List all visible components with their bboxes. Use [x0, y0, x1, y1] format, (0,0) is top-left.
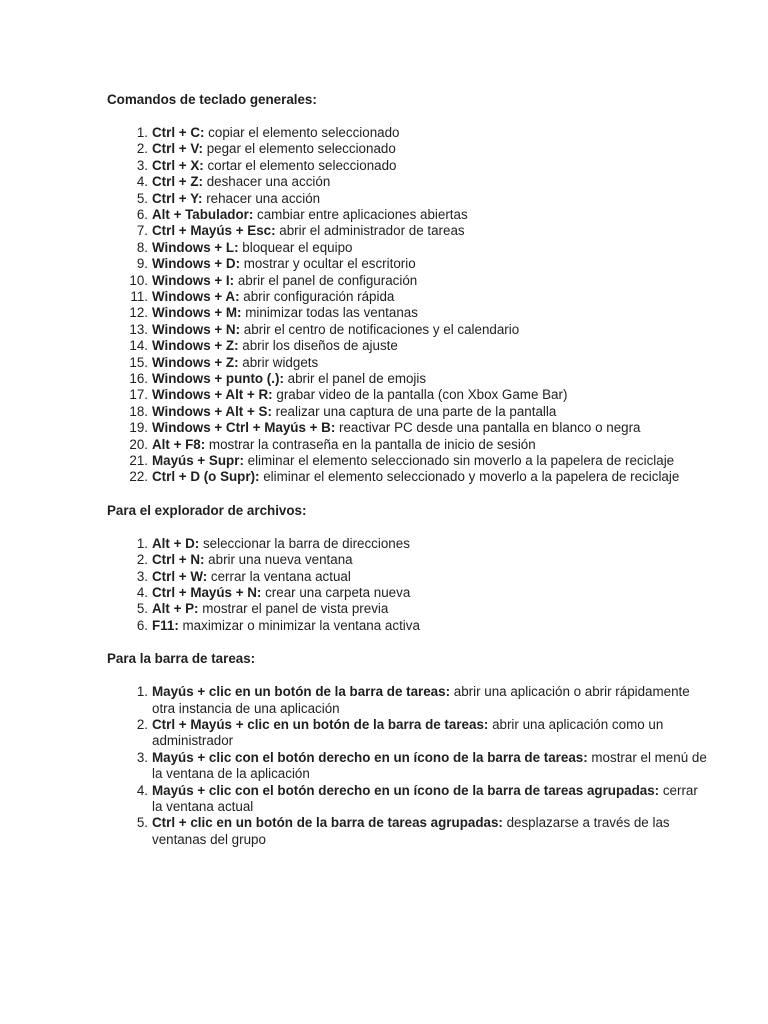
list-item-number: 3.	[136, 568, 148, 584]
section-heading: Para el explorador de archivos:	[107, 502, 307, 518]
shortcut-description: copiar el elemento seleccionado	[204, 124, 400, 140]
list-item	[107, 618, 707, 634]
list-item-number: 6.	[136, 206, 148, 222]
shortcut-description: deshacer una acción	[202, 174, 331, 190]
list-item	[107, 536, 707, 552]
shortcut-description: cerrar la ventana actual	[207, 568, 351, 584]
list-item-number: 1.	[136, 124, 148, 140]
list-item	[107, 469, 707, 485]
list-item	[107, 338, 707, 354]
list-item-number: 17.	[129, 387, 148, 403]
shortcut-keys: Ctrl + W:	[152, 568, 208, 584]
shortcut-keys: Windows + M:	[152, 305, 242, 321]
list-item	[107, 305, 707, 321]
list-item	[107, 191, 707, 207]
shortcut-keys: Windows + I:	[152, 272, 235, 288]
shortcut-description: abrir widgets	[238, 354, 319, 370]
shortcut-keys: Ctrl + clic en un botón de la barra de tareas agrupadas:	[152, 815, 503, 831]
shortcut-description: abrir una aplicación o abrir rápidamente otra instancia de una aplicación	[152, 684, 690, 716]
list-item	[107, 750, 707, 783]
shortcut-keys: Ctrl + X:	[152, 157, 204, 173]
shortcut-keys: Alt + Tabulador:	[152, 206, 254, 222]
shortcut-keys: Ctrl + D (o Supr):	[152, 469, 260, 485]
list-item	[107, 404, 707, 420]
list-item-number: 21.	[129, 453, 148, 469]
shortcut-list	[107, 684, 707, 848]
shortcut-description: abrir el panel de emojis	[283, 371, 427, 386]
list-item	[107, 371, 707, 387]
shortcut-keys: Windows + Z:	[152, 338, 239, 354]
list-item-number: 20.	[129, 436, 148, 452]
shortcut-description: crear una carpeta nueva	[261, 584, 411, 600]
list-item	[107, 355, 707, 371]
shortcut-description: abrir una nueva ventana	[204, 552, 353, 568]
list-item	[107, 223, 707, 239]
shortcut-description: minimizar todas las ventanas	[241, 305, 418, 321]
list-item	[107, 420, 707, 436]
shortcut-keys: Ctrl + Y:	[152, 190, 203, 206]
shortcut-keys: Ctrl + Mayús + clic en un botón de la barra de tareas:	[152, 716, 489, 732]
shortcut-description: realizar una captura de una parte de la pantalla	[271, 403, 557, 419]
shortcut-description: cortar el elemento seleccionado	[203, 157, 397, 173]
shortcut-description: desplazarse a través de las ventanas del grupo	[152, 815, 670, 847]
list-item-number: 12.	[129, 305, 148, 321]
list-item	[107, 601, 707, 617]
shortcut-list	[107, 536, 707, 634]
shortcut-description: abrir los diseños de ajuste	[238, 338, 398, 354]
shortcut-keys: Windows + D:	[152, 256, 241, 272]
list-item	[107, 174, 707, 190]
list-item-number: 8.	[136, 239, 148, 255]
shortcut-description: mostrar la contraseña en la pantalla de inicio de sesión	[205, 436, 536, 452]
list-item-number: 5.	[136, 190, 148, 206]
list-item-number: 11.	[130, 288, 148, 304]
document-page	[107, 92, 707, 865]
shortcut-description: bloquear el equipo	[238, 239, 353, 255]
list-item-number: 3.	[136, 157, 148, 173]
list-item	[107, 141, 707, 157]
list-item-number: 22.	[129, 469, 148, 485]
shortcut-keys: Alt + D:	[152, 535, 200, 551]
list-item-number: 1.	[136, 535, 148, 551]
shortcut-keys: Ctrl + Mayús + N:	[152, 584, 262, 600]
shortcut-description: eliminar el elemento seleccionado sin moverlo a la papelera de reciclaje	[243, 453, 675, 469]
list-item-number: 1.	[136, 684, 148, 700]
shortcut-description: reactivar PC desde una pantalla en blanco o negra	[335, 420, 641, 436]
list-item	[107, 585, 707, 601]
list-item-number: 3.	[136, 749, 148, 765]
list-item	[107, 815, 707, 848]
shortcut-keys: Ctrl + Z:	[152, 174, 203, 190]
list-item	[107, 273, 707, 289]
list-item	[107, 437, 707, 453]
list-item	[107, 125, 707, 141]
list-item	[107, 387, 707, 403]
list-item-number: 2.	[136, 141, 148, 157]
shortcut-description: abrir el panel de configuración	[234, 272, 418, 288]
list-item-number: 16.	[129, 371, 148, 386]
shortcut-keys: Windows + Z:	[152, 354, 239, 370]
shortcut-keys: Mayús + Supr:	[152, 453, 244, 469]
list-item-number: 4.	[136, 584, 148, 600]
list-item	[107, 552, 707, 568]
list-item	[107, 322, 707, 338]
shortcut-keys: Mayús + clic con el botón derecho en un ícono de la barra de tareas agrupadas:	[152, 782, 660, 798]
list-item	[107, 569, 707, 585]
shortcut-keys: Windows + punto (.):	[152, 371, 284, 386]
section-heading: Comandos de teclado generales:	[107, 92, 317, 107]
shortcut-list	[107, 125, 707, 486]
list-item-number: 2.	[136, 552, 148, 568]
shortcut-description: maximizar o minimizar la ventana activa	[178, 617, 420, 633]
shortcut-keys: Windows + L:	[152, 239, 239, 255]
list-item-number: 7.	[136, 223, 148, 239]
list-item-number: 6.	[136, 617, 148, 633]
shortcut-description: cerrar la ventana actual	[152, 782, 698, 814]
list-item-number: 14.	[129, 338, 148, 354]
list-item-number: 18.	[129, 403, 148, 419]
shortcut-description: mostrar el menú de la ventana de la aplicación	[152, 749, 707, 782]
list-item-number: 5.	[136, 601, 148, 617]
shortcut-keys: Ctrl + N:	[152, 552, 205, 568]
section-general-commands	[107, 92, 707, 486]
section-heading: Para la barra de tareas:	[107, 651, 256, 667]
shortcut-description: abrir una aplicación como un administrador	[152, 716, 664, 749]
list-item	[107, 684, 707, 717]
shortcut-keys: Windows + N:	[152, 321, 241, 337]
section-taskbar	[107, 651, 707, 848]
list-item-number: 10.	[129, 272, 148, 288]
shortcut-description: mostrar el panel de vista previa	[198, 601, 389, 617]
list-item	[107, 453, 707, 469]
shortcut-keys: F11:	[152, 617, 179, 633]
shortcut-keys: Ctrl + Mayús + Esc:	[152, 223, 276, 239]
shortcut-description: grabar video de la pantalla (con Xbox Game Bar)	[272, 387, 568, 403]
shortcut-description: eliminar el elemento seleccionado y moverlo a la papelera de reciclaje	[259, 469, 680, 485]
list-item-number: 15.	[129, 354, 148, 370]
shortcut-description: abrir el centro de notificaciones y el calendario	[240, 321, 520, 337]
list-item-number: 19.	[129, 420, 148, 436]
shortcut-keys: Ctrl + V:	[152, 141, 203, 157]
list-item-number: 5.	[136, 815, 148, 831]
list-item	[107, 158, 707, 174]
shortcut-keys: Windows + Alt + R:	[152, 387, 273, 403]
list-item	[107, 240, 707, 256]
section-file-explorer	[107, 503, 707, 634]
shortcut-description: mostrar y ocultar el escritorio	[240, 256, 416, 272]
shortcut-description: abrir el administrador de tareas	[275, 223, 465, 239]
shortcut-description: abrir configuración rápida	[239, 288, 395, 304]
list-item	[107, 207, 707, 223]
list-item-number: 4.	[136, 782, 148, 798]
shortcut-description: seleccionar la barra de direcciones	[199, 535, 410, 551]
shortcut-keys: Alt + F8:	[152, 436, 206, 452]
list-item-number: 9.	[136, 256, 148, 272]
list-item	[107, 289, 707, 305]
shortcut-keys: Alt + P:	[152, 601, 199, 617]
shortcut-description: pegar el elemento seleccionado	[202, 141, 396, 157]
shortcut-keys: Windows + Alt + S:	[152, 403, 272, 419]
shortcut-keys: Windows + Ctrl + Mayús + B:	[152, 420, 336, 436]
list-item	[107, 717, 707, 750]
shortcut-keys: Windows + A:	[152, 288, 240, 304]
shortcut-keys: Ctrl + C:	[152, 124, 205, 140]
list-item-number: 4.	[136, 174, 148, 190]
shortcut-keys: Mayús + clic en un botón de la barra de tareas:	[152, 684, 451, 700]
list-item	[107, 783, 707, 816]
list-item	[107, 256, 707, 272]
list-item-number: 2.	[136, 716, 148, 732]
shortcut-description: cambiar entre aplicaciones abiertas	[253, 206, 468, 222]
shortcut-keys: Mayús + clic con el botón derecho en un ícono de la barra de tareas:	[152, 749, 588, 765]
shortcut-description: rehacer una acción	[202, 190, 321, 206]
list-item-number: 13.	[129, 321, 148, 337]
